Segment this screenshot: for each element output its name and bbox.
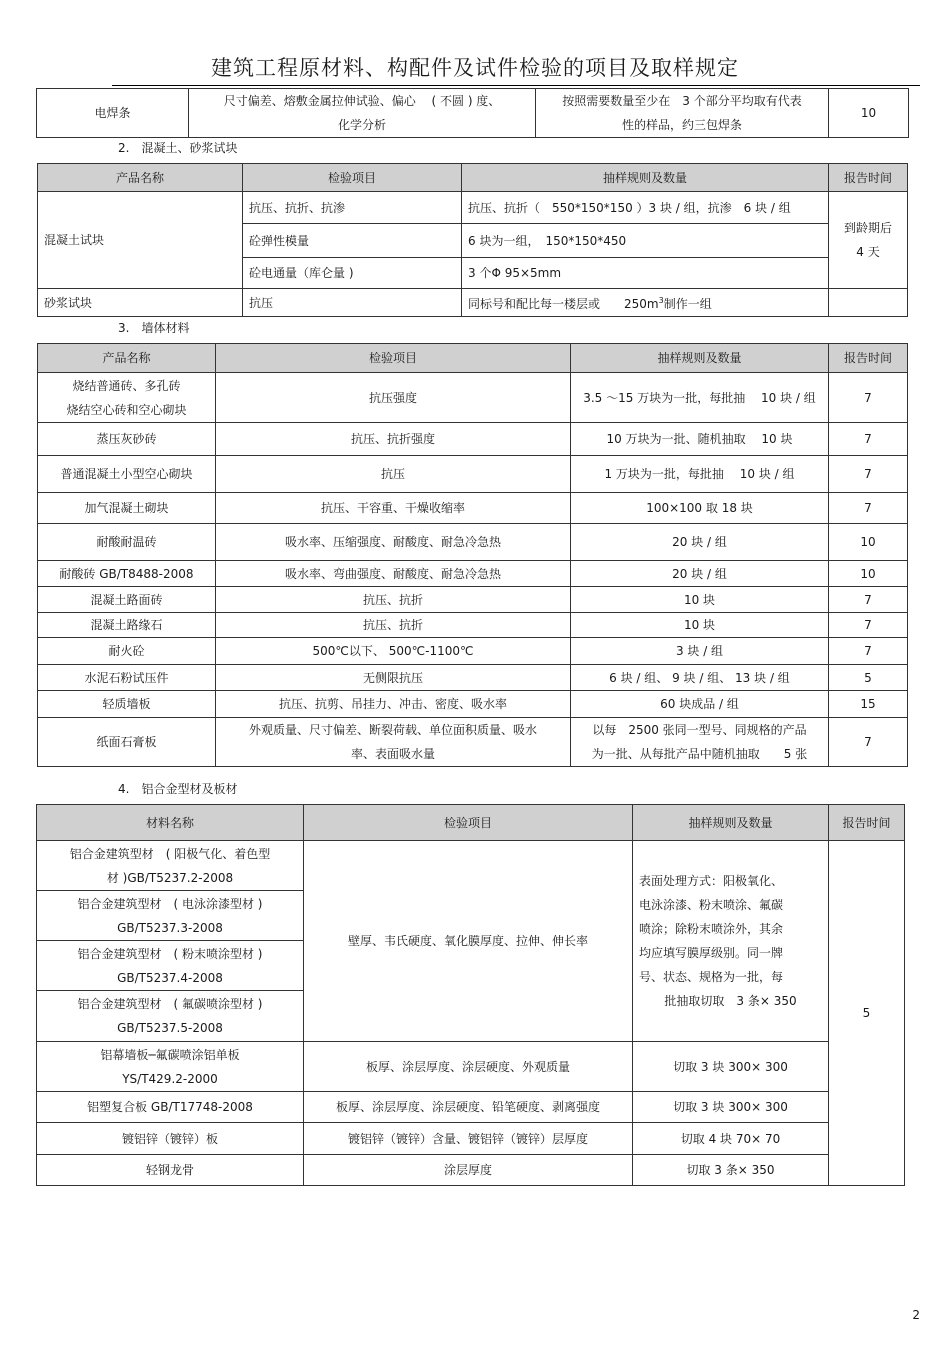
header-material-name: 材料名称 [37, 805, 304, 841]
product-name: 加气混凝土砌块 [38, 493, 216, 524]
table-row [38, 373, 908, 423]
table-row [38, 456, 908, 493]
sampling-rule: 切取 3 条× 350 [633, 1155, 829, 1186]
test-item: 涂层厚度 [304, 1155, 633, 1186]
test-item: 抗压、抗剪、吊挂力、冲击、密度、吸水率 [216, 691, 571, 718]
header-report-time: 报告时间 [829, 344, 908, 373]
electrode-items: 尺寸偏差、熔敷金属拉伸试验、偏心 ( 不圆 ) 度、 化学分析 [189, 89, 536, 138]
sampling-rule: 3.5 ～15 万块为一批，每批抽 10 块 / 组 [571, 373, 829, 423]
header-test-items: 检验项目 [304, 805, 633, 841]
material-name: 镀铝锌（镀锌）板 [37, 1123, 304, 1155]
report-time: 7 [829, 638, 908, 665]
report-time: 7 [829, 423, 908, 456]
mortar-time [829, 289, 908, 317]
header-report-time: 报告时间 [829, 805, 905, 841]
material-name: 铝合金建筑型材 ( 氟碳喷涂型材 ) GB/T5237.5-2008 [37, 991, 304, 1042]
report-time: 10 [829, 561, 908, 587]
sampling-rule: 切取 3 块 300× 300 [633, 1092, 829, 1123]
table-row [38, 718, 908, 767]
test-item: 抗压、干容重、干燥收缩率 [216, 493, 571, 524]
table-row [38, 561, 908, 587]
aluminum-report-time: 5 [829, 841, 905, 1186]
title-rule [112, 85, 920, 86]
table-row [38, 613, 908, 638]
table-row [37, 841, 905, 891]
product-name: 混凝土路缘石 [38, 613, 216, 638]
test-item: 砼弹性模量 [243, 224, 462, 258]
sampling-rule: 100×100 取 18 块 [571, 493, 829, 524]
header-product-name: 产品名称 [38, 344, 216, 373]
electrode-rule: 按照需要数量至少在 3 个部分平均取有代表 性的样品，约三包焊条 [536, 89, 829, 138]
sampling-rule: 3 个Φ 95×5mm [462, 258, 829, 289]
product-name: 烧结普通砖、多孔砖 烧结空心砖和空心砌块 [38, 373, 216, 423]
test-item: 镀铝锌（镀锌）含量、镀铝锌（镀锌）层厚度 [304, 1123, 633, 1155]
table-row [38, 587, 908, 613]
sampling-rule: 10 块 [571, 613, 829, 638]
sampling-rule: 3 块 / 组 [571, 638, 829, 665]
sampling-rule: 10 万块为一批、随机抽取 10 块 [571, 423, 829, 456]
product-name: 混凝土路面砖 [38, 587, 216, 613]
test-item: 抗压 [216, 456, 571, 493]
table-row [38, 524, 908, 561]
sampling-rule: 6 块为一组， 150*150*450 [462, 224, 829, 258]
electrode-table [36, 88, 909, 138]
mortar-item: 抗压 [243, 289, 462, 317]
header-sampling-rule: 抽样规则及数量 [462, 164, 829, 192]
profiles-sampling-rule: 表面处理方式：阳极氧化、 电泳涂漆、粉末喷涂、氟碳 喷涂；除粉末喷涂外，其余 均应填写膜厚级别。同一牌 号、状态、规格为一批，每 批抽取切取 3 条× 350 [633, 841, 829, 1042]
electrode-name: 电焊条 [37, 89, 189, 138]
table-row [37, 1042, 905, 1092]
table-row [37, 1092, 905, 1123]
report-time: 5 [829, 665, 908, 691]
table-row [38, 192, 908, 224]
material-name: 铝塑复合板 GB/T17748-2008 [37, 1092, 304, 1123]
report-time: 7 [829, 613, 908, 638]
product-name: 蒸压灰砂砖 [38, 423, 216, 456]
product-name: 耐酸耐温砖 [38, 524, 216, 561]
test-item: 抗压、抗折、抗渗 [243, 192, 462, 224]
test-item: 抗压、抗折 [216, 613, 571, 638]
header-test-items: 检验项目 [243, 164, 462, 192]
profiles-test-items: 壁厚、韦氏硬度、氧化膜厚度、拉伸、伸长率 [304, 841, 633, 1042]
test-item: 吸水率、压缩强度、耐酸度、耐急冷急热 [216, 524, 571, 561]
table-row [37, 1123, 905, 1155]
page-number: 2 [912, 1308, 920, 1322]
header-sampling-rule: 抽样规则及数量 [633, 805, 829, 841]
sampling-rule: 60 块成品 / 组 [571, 691, 829, 718]
product-name: 普通混凝土小型空心砌块 [38, 456, 216, 493]
concrete-table [37, 163, 908, 317]
report-time: 10 [829, 524, 908, 561]
test-item: 板厚、涂层厚度、涂层硬度、外观质量 [304, 1042, 633, 1092]
product-name: 轻质墙板 [38, 691, 216, 718]
table-row [38, 665, 908, 691]
header-test-items: 检验项目 [216, 344, 571, 373]
report-time: 7 [829, 373, 908, 423]
material-name: 铝合金建筑型材 ( 电泳涂漆型材 ) GB/T5237.3-2008 [37, 891, 304, 941]
sampling-rule: 以每 2500 张同一型号、同规格的产品 为一批、从每批产品中随机抽取 5 张 [571, 718, 829, 767]
product-name: 水泥石粉试压件 [38, 665, 216, 691]
sampling-rule: 20 块 / 组 [571, 524, 829, 561]
table-row [38, 423, 908, 456]
product-name: 耐酸砖 GB/T8488-2008 [38, 561, 216, 587]
report-time: 7 [829, 718, 908, 767]
sampling-rule: 20 块 / 组 [571, 561, 829, 587]
sampling-rule: 10 块 [571, 587, 829, 613]
material-name: 轻钢龙骨 [37, 1155, 304, 1186]
table-row [38, 691, 908, 718]
test-item: 抗压、抗折强度 [216, 423, 571, 456]
header-report-time: 报告时间 [829, 164, 908, 192]
sampling-rule: 1 万块为一批，每批抽 10 块 / 组 [571, 456, 829, 493]
table-row [37, 1155, 905, 1186]
header-sampling-rule: 抽样规则及数量 [571, 344, 829, 373]
report-time: 7 [829, 456, 908, 493]
document-title: 建筑工程原材料、构配件及试件检验的项目及取样规定 [211, 56, 739, 80]
test-item: 板厚、涂层厚度、涂层硬度、铅笔硬度、剥离强度 [304, 1092, 633, 1123]
test-item: 外观质量、尺寸偏差、断裂荷载、单位面积质量、吸水 率、表面吸水量 [216, 718, 571, 767]
test-item: 吸水率、弯曲强度、耐酸度、耐急冷急热 [216, 561, 571, 587]
mortar-name: 砂浆试块 [38, 289, 243, 317]
concrete-name: 混凝土试块 [38, 192, 243, 289]
report-time: 15 [829, 691, 908, 718]
sampling-rule: 切取 3 块 300× 300 [633, 1042, 829, 1092]
section-3-heading: 3. 墙体材料 [118, 321, 190, 335]
aluminum-table [36, 804, 905, 1186]
section-2-heading: 2. 混凝土、砂浆试块 [118, 141, 238, 155]
sampling-rule: 6 块 / 组、 9 块 / 组、 13 块 / 组 [571, 665, 829, 691]
test-item: 砼电通量（库仑量 ) [243, 258, 462, 289]
product-name: 耐火砼 [38, 638, 216, 665]
header-product-name: 产品名称 [38, 164, 243, 192]
electrode-time: 10 [829, 89, 909, 138]
table-row [38, 493, 908, 524]
report-time: 7 [829, 587, 908, 613]
sampling-rule: 切取 4 块 70× 70 [633, 1123, 829, 1155]
product-name: 纸面石膏板 [38, 718, 216, 767]
material-name: 铝合金建筑型材 ( 阳极气化、着色型 材 )GB/T5237.2-2008 [37, 841, 304, 891]
test-item: 500℃以下、 500℃-1100℃ [216, 638, 571, 665]
report-time: 7 [829, 493, 908, 524]
material-name: 铝合金建筑型材 ( 粉末喷涂型材 ) GB/T5237.4-2008 [37, 941, 304, 991]
mortar-rule: 同标号和配比每一楼层或 $250m^3$制作一组 [462, 289, 829, 317]
table-row [38, 289, 908, 317]
section-4-heading: 4. 铝合金型材及板材 [118, 782, 238, 796]
concrete-time: 到龄期后 4 天 [829, 192, 908, 289]
material-name: 铝幕墙板─氟碳喷涂铝单板 YS/T429.2-2000 [37, 1042, 304, 1092]
test-item: 抗压、抗折 [216, 587, 571, 613]
test-item: 无侧限抗压 [216, 665, 571, 691]
wall-materials-table [37, 343, 908, 767]
test-item: 抗压强度 [216, 373, 571, 423]
sampling-rule: 抗压、抗折（ 550*150*150 ）3 块 / 组，抗渗 6 块 / 组 [462, 192, 829, 224]
table-row [38, 638, 908, 665]
